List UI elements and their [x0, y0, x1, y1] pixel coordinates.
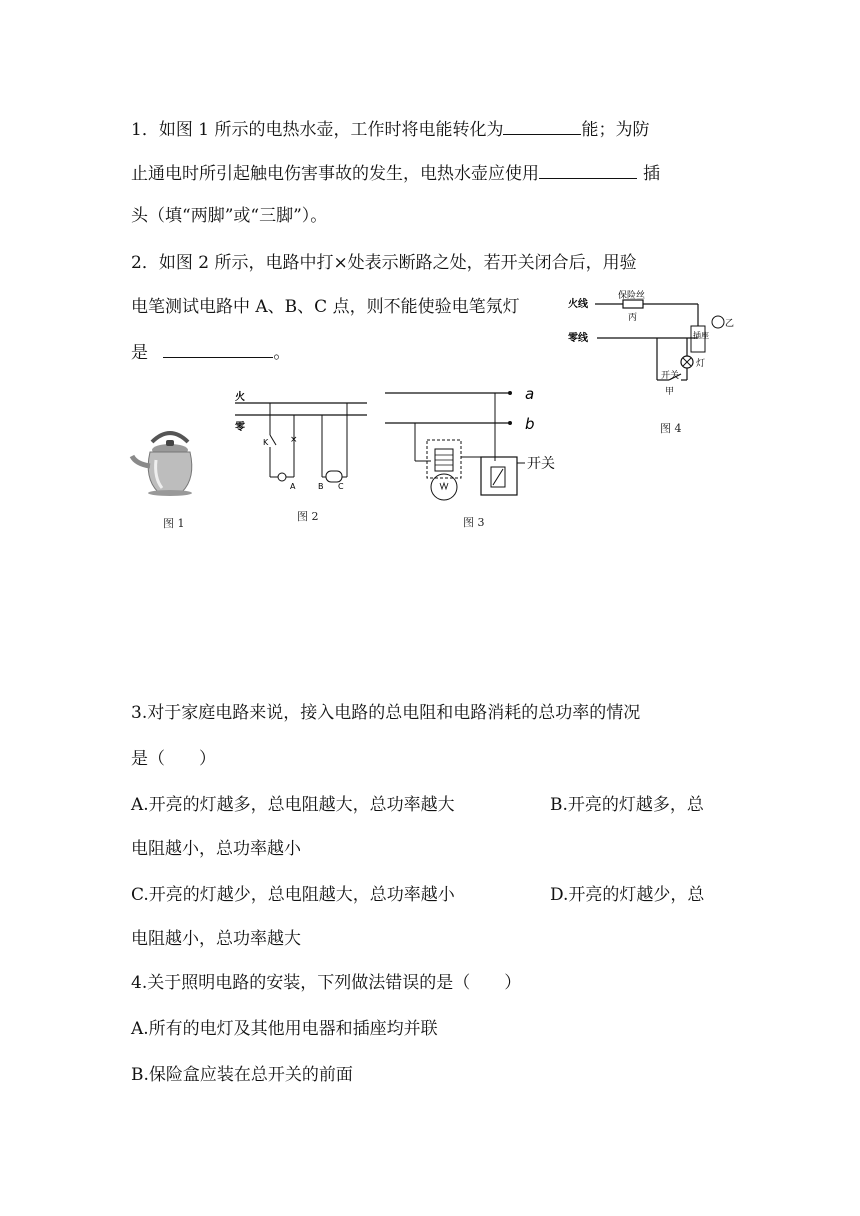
- q2-text-3: 是: [131, 343, 154, 363]
- fig4-lamp-label: 灯: [696, 359, 706, 369]
- q3-option-a: [131, 795, 455, 815]
- fig3-label-a: a: [525, 385, 535, 403]
- fig2-k-label: K: [263, 438, 269, 447]
- q1-line-2: [131, 162, 660, 184]
- fig2-lamp-icon: [278, 473, 286, 481]
- fig3-label-b: b: [525, 415, 535, 433]
- fig2-live-label: 火: [235, 392, 245, 403]
- q1-text-2b: 插: [643, 164, 660, 184]
- figure-1-kettle: [130, 420, 210, 500]
- fig3-caption: 图 3: [463, 516, 485, 529]
- q3-option-b-part2: [131, 839, 301, 859]
- fig3-bulb-icon: [431, 474, 457, 500]
- q1-blank-plug: [539, 162, 637, 179]
- q3-line-1: [131, 703, 640, 723]
- q2-blank: [163, 341, 273, 358]
- fig2-point-b: B: [318, 482, 324, 491]
- q1-text-2a: 止通电时所引起触电伤害事故的发生，电热水壶应使用: [131, 164, 539, 184]
- q3-text-a: A.开亮的灯越多，总电阻越大，总功率越大: [131, 795, 455, 815]
- q2-line-2: [131, 297, 520, 317]
- fig3-switch-label: 开关: [527, 456, 555, 472]
- fig4-bing-label: 丙: [628, 313, 638, 323]
- q3-text-d1: D.开亮的灯越少，总: [550, 885, 705, 905]
- q3-text-d2: 电阻越小，总功率越大: [131, 929, 301, 949]
- q1-line-1: [131, 118, 649, 140]
- fig2-caption: 图 2: [297, 510, 319, 523]
- q3-text-b2: 电阻越小，总功率越小: [131, 839, 301, 859]
- fig4-live-label: 火线: [568, 299, 588, 310]
- q1-text-1a: 1．如图 1 所示的电热水壶，工作时将电能转化为: [131, 120, 504, 140]
- fig1-caption: 图 1: [163, 517, 185, 530]
- q3-line-2: [131, 749, 216, 769]
- fig4-neutral-label: 零线: [568, 333, 588, 344]
- figure-3: [385, 385, 575, 500]
- q4-text-a: A.所有的电灯及其他用电器和插座均并联: [131, 1019, 438, 1039]
- fig2-point-a: A: [290, 482, 296, 491]
- fig2-break-mark: ×: [290, 435, 298, 445]
- q2-text-2: 电笔测试电路中 A、B、C 点，则不能使验电笔氖灯: [131, 297, 520, 317]
- fig3-lamp-holder: [427, 440, 461, 478]
- q3-text-1: 3.对于家庭电路来说，接入电路的总电阻和电路消耗的总功率的情况: [131, 703, 641, 723]
- q3-option-c: [131, 885, 455, 905]
- fig3-switch-icon: [493, 469, 503, 485]
- fig4-caption: 图 4: [660, 422, 682, 435]
- fig4-fuse-label: 保险丝: [618, 291, 646, 301]
- fig4-yi-label: 乙: [725, 319, 735, 329]
- q4-line-1: [131, 973, 521, 993]
- q2-line-1: [131, 253, 637, 273]
- q4-text-b: B.保险盒应装在总开关的前面: [131, 1065, 353, 1085]
- q4-option-a: [131, 1019, 438, 1039]
- q3-option-b-part1: [550, 795, 704, 815]
- q1-text-3: 头（填“两脚”或“三脚”）。: [131, 206, 328, 226]
- q3-text-b1: B.开亮的灯越多，总: [550, 795, 704, 815]
- q1-text-1b: 能；为防: [581, 120, 650, 140]
- q3-option-d-part1: [550, 885, 704, 905]
- q3-text-2: 是（ ）: [131, 749, 216, 769]
- fig4-socket-label: 插座: [693, 331, 709, 340]
- q4-option-b: [131, 1065, 353, 1085]
- fig2-socket-icon: [326, 471, 342, 482]
- fig4-jia-label: 甲: [665, 387, 675, 397]
- q2-line-3: [131, 341, 290, 363]
- figure-2: [232, 385, 372, 500]
- fig2-neutral-label: 零: [235, 422, 245, 433]
- q3-option-d-part2: [131, 929, 301, 949]
- q3-text-c: C.开亮的灯越少，总电阻越大，总功率越小: [131, 885, 455, 905]
- q2-text-3-end: 。: [273, 343, 291, 363]
- fig2-point-c: C: [338, 482, 344, 491]
- figure-4: [565, 280, 735, 410]
- fig4-switch-label: 开关: [661, 371, 680, 381]
- q1-line-3: [131, 206, 327, 226]
- q1-blank-energy: [503, 118, 581, 135]
- fig2-switch-k: [270, 435, 276, 445]
- q2-text-1: 2．如图 2 所示，电路中打×处表示断路之处，若开关闭合后，用验: [131, 253, 637, 273]
- q4-text-1: 4.关于照明电路的安装，下列做法错误的是（ ）: [131, 973, 522, 993]
